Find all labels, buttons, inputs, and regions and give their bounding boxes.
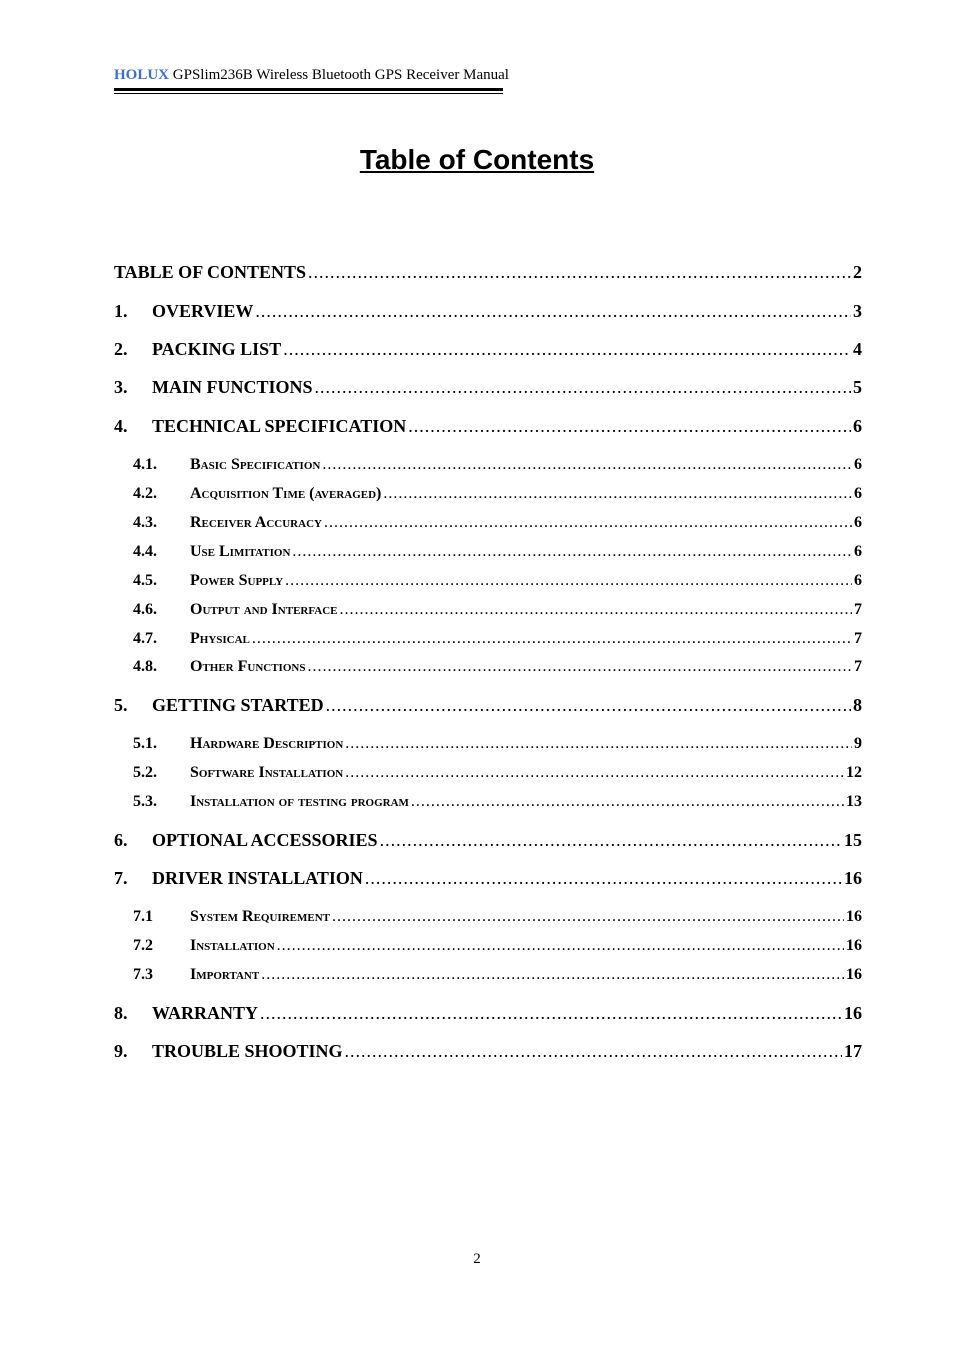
- toc-entry-number: 5.: [114, 695, 128, 715]
- header-rule-thick: [114, 88, 503, 91]
- toc-entry-page: 3: [853, 301, 862, 321]
- toc-entry-label: Other Functions: [190, 658, 306, 675]
- toc-entry-label: TABLE OF CONTENTS: [114, 262, 307, 282]
- toc-entry-page: 6: [853, 416, 862, 436]
- toc-entry[interactable]: [114, 377, 862, 398]
- toc-entry-page: 5: [853, 377, 862, 397]
- toc-entry-label: GETTING STARTED: [152, 695, 324, 715]
- dot-leader: [255, 301, 851, 322]
- toc-entry-label: Receiver Accuracy: [190, 514, 322, 531]
- toc-entry[interactable]: [114, 695, 862, 716]
- toc-entry-page: 16: [846, 966, 862, 983]
- toc-entry-number: 6.: [114, 830, 128, 850]
- toc-entry-page: 7: [854, 658, 862, 675]
- toc-entry-label: Installation: [190, 937, 275, 954]
- toc-entry-page: 12: [846, 764, 862, 781]
- toc-entry-number: 4.5.: [133, 572, 157, 589]
- toc-entry-page: 2: [853, 262, 862, 282]
- toc-entry[interactable]: [114, 339, 862, 360]
- dot-leader: [339, 601, 852, 619]
- dot-leader: [411, 793, 844, 811]
- dot-leader: [260, 1003, 842, 1024]
- toc-entry-number: 4.1.: [133, 456, 157, 473]
- dot-leader: [307, 658, 852, 676]
- toc-subentry[interactable]: [114, 966, 862, 984]
- toc-entry-page: 6: [854, 456, 862, 473]
- toc-entry-number: 5.1.: [133, 735, 157, 752]
- toc-entry-number: 4.: [114, 416, 128, 436]
- toc-entry-page: 6: [854, 543, 862, 560]
- toc-subentry[interactable]: [114, 601, 862, 619]
- dot-leader: [408, 416, 851, 437]
- toc-entry-label: Hardware Description: [190, 735, 344, 752]
- dot-leader: [326, 695, 851, 716]
- toc-entry-page: 9: [854, 735, 862, 752]
- toc-entry-page: 7: [854, 630, 862, 647]
- toc-subentry[interactable]: [114, 514, 862, 532]
- dot-leader: [285, 572, 852, 590]
- toc-entry-number: 5.2.: [133, 764, 157, 781]
- toc-entry-label: Output and Interface: [190, 601, 338, 618]
- toc-entry-label: PACKING LIST: [152, 339, 282, 359]
- toc-entry-label: System Requirement: [190, 908, 330, 925]
- toc-entry-label: DRIVER INSTALLATION: [152, 868, 363, 888]
- dot-leader: [324, 514, 852, 532]
- toc-entry[interactable]: [114, 1041, 862, 1062]
- toc-entry-page: 16: [846, 937, 862, 954]
- toc-entry[interactable]: [114, 868, 862, 889]
- dot-leader: [345, 764, 844, 782]
- toc-entry-number: 7.1: [133, 908, 153, 925]
- dot-leader: [252, 630, 852, 648]
- toc-entry-page: 15: [844, 830, 862, 850]
- toc-entry-label: Basic Specification: [190, 456, 321, 473]
- toc-subentry[interactable]: [114, 658, 862, 676]
- toc-entry-page: 17: [844, 1041, 862, 1061]
- toc-entry-number: 5.3.: [133, 793, 157, 810]
- dot-leader: [345, 735, 852, 753]
- toc-entry-label: MAIN FUNCTIONS: [152, 377, 313, 397]
- toc-entry-number: 1.: [114, 301, 128, 321]
- toc-entry[interactable]: [114, 1003, 862, 1024]
- toc-entry-number: 4.6.: [133, 601, 157, 618]
- toc-entry-label: Use Limitation: [190, 543, 291, 560]
- header-rule-thin: [114, 93, 503, 94]
- toc-entry-label: TROUBLE SHOOTING: [152, 1041, 343, 1061]
- toc-entry-number: 4.8.: [133, 658, 157, 675]
- dot-leader: [292, 543, 852, 561]
- toc-entry[interactable]: [114, 301, 862, 322]
- page-number: 2: [473, 1251, 481, 1267]
- toc-subentry[interactable]: [114, 735, 862, 753]
- toc-entry-number: 3.: [114, 377, 128, 397]
- toc-entry-page: 6: [854, 572, 862, 589]
- toc-entry-page: 16: [844, 868, 862, 888]
- toc-entry-page: 6: [854, 485, 862, 502]
- toc-entry-page: 6: [854, 514, 862, 531]
- dot-leader: [308, 262, 851, 283]
- toc-entry-page: 13: [846, 793, 862, 810]
- toc-subentry[interactable]: [114, 630, 862, 648]
- dot-leader: [322, 456, 852, 474]
- toc-entry-number: 9.: [114, 1041, 128, 1061]
- dot-leader: [283, 339, 851, 360]
- brand-name: HOLUX: [114, 67, 170, 83]
- toc-entry-number: 4.4.: [133, 543, 157, 560]
- toc-subentry[interactable]: [114, 572, 862, 590]
- toc-entry-number: 7.3: [133, 966, 153, 983]
- toc-entry-page: 16: [846, 908, 862, 925]
- toc-entry-number: 7.2: [133, 937, 153, 954]
- toc-entry-label: Acquisition Time (averaged): [190, 485, 382, 502]
- dot-leader: [332, 908, 844, 926]
- toc-entry-label: WARRANTY: [152, 1003, 259, 1023]
- toc-entry-number: 8.: [114, 1003, 128, 1023]
- toc-entry-number: 2.: [114, 339, 128, 359]
- toc-subentry[interactable]: [114, 908, 862, 926]
- toc-entry-page: 8: [853, 695, 862, 715]
- toc-entry[interactable]: [114, 830, 862, 851]
- toc-entry-page: 4: [853, 339, 862, 359]
- toc-subentry[interactable]: [114, 764, 862, 782]
- toc-entry-number: 4.3.: [133, 514, 157, 531]
- toc-entry-label: Power Supply: [190, 572, 284, 589]
- toc-entry-page: 16: [844, 1003, 862, 1023]
- manual-title: GPSlim236B Wireless Bluetooth GPS Receiver Manual: [172, 67, 509, 83]
- toc-entry-label: Physical: [190, 630, 250, 647]
- toc-entry-page: 7: [854, 601, 862, 618]
- running-header: [114, 67, 509, 84]
- toc-entry-number: 4.2.: [133, 485, 157, 502]
- toc-subentry[interactable]: [114, 485, 862, 503]
- toc-entry-number: 4.7.: [133, 630, 157, 647]
- toc-entry[interactable]: [114, 262, 862, 283]
- toc-entry-label: Installation of testing program: [190, 793, 409, 810]
- dot-leader: [383, 485, 852, 503]
- toc-entry-number: 7.: [114, 868, 128, 888]
- dot-leader: [380, 830, 842, 851]
- toc-entry[interactable]: [114, 416, 862, 437]
- dot-leader: [261, 966, 844, 984]
- toc-subentry[interactable]: [114, 937, 862, 955]
- toc-entry-label: Software Installation: [190, 764, 344, 781]
- toc-entry-label: TECHNICAL SPECIFICATION: [152, 416, 407, 436]
- toc-subentry[interactable]: [114, 793, 862, 811]
- page-title: Table of Contents: [359, 144, 595, 175]
- toc-subentry[interactable]: [114, 456, 862, 474]
- toc-entry-label: Important: [190, 966, 260, 983]
- toc-entry-label: OPTIONAL ACCESSORIES: [152, 830, 378, 850]
- toc-entry-label: OVERVIEW: [152, 301, 254, 321]
- dot-leader: [365, 868, 842, 889]
- toc-subentry[interactable]: [114, 543, 862, 561]
- dot-leader: [345, 1041, 842, 1062]
- dot-leader: [277, 937, 844, 955]
- dot-leader: [315, 377, 851, 398]
